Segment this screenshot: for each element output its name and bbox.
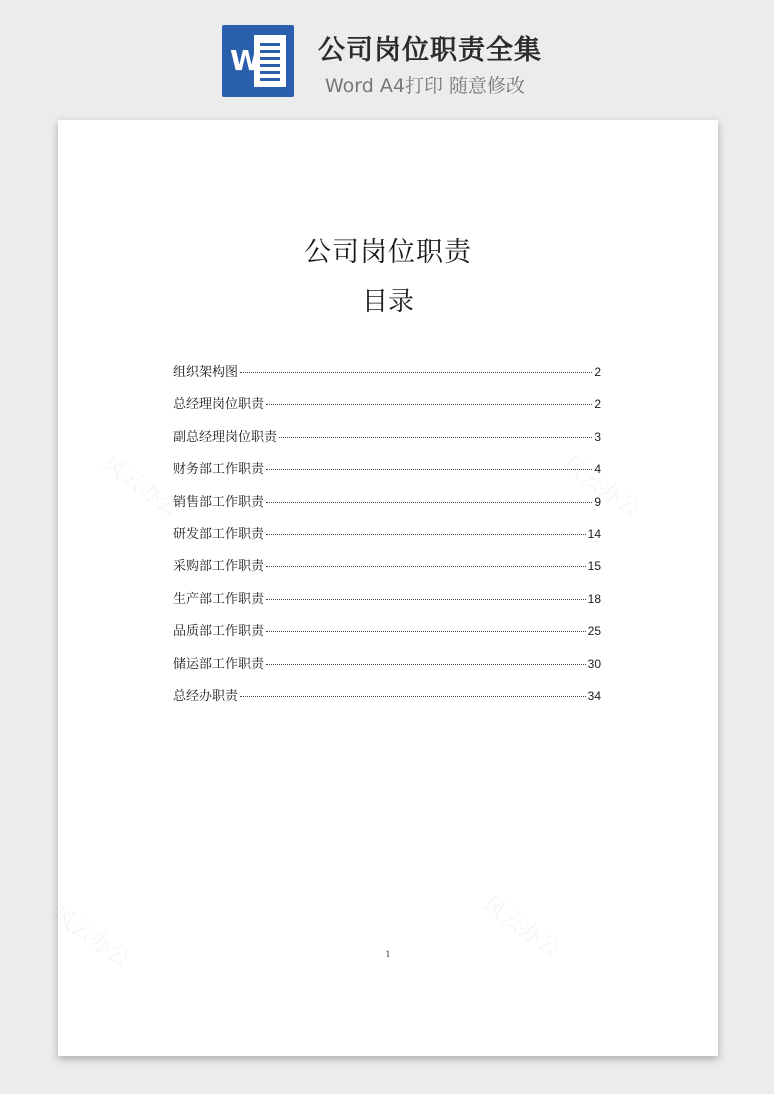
toc-leader: [266, 664, 586, 665]
toc-entry-label: 储运部工作职责: [173, 656, 265, 672]
toc-entry[interactable]: [173, 393, 601, 425]
toc-leader: [266, 631, 586, 632]
toc-entry[interactable]: [173, 685, 601, 717]
toc-entry-page: 9: [594, 494, 601, 509]
toc-leader: [266, 599, 586, 600]
toc-entry-page: 2: [594, 365, 601, 379]
toc-entry[interactable]: [173, 458, 601, 490]
toc-leader: [240, 696, 586, 697]
toc-entry-page: 30: [587, 656, 601, 671]
toc-entry-page: 2: [594, 397, 601, 412]
document-title: 公司岗位职责: [304, 237, 472, 268]
word-icon-letter: W: [230, 44, 261, 77]
toc-leader: [279, 437, 592, 438]
toc-entry-label: 总经理岗位职责: [173, 397, 265, 413]
toc-entry-label: 总经办职责: [173, 688, 239, 704]
toc-entry[interactable]: [173, 653, 601, 685]
toc-entry-page: 34: [587, 688, 601, 703]
toc-leader: [266, 404, 592, 405]
document-page: [58, 120, 718, 1056]
toc-entry[interactable]: [173, 555, 601, 587]
toc-entry-page: 3: [594, 429, 601, 444]
toc-entry[interactable]: [173, 491, 601, 523]
toc-leader: [266, 534, 586, 535]
toc-leader: [266, 566, 586, 567]
toc-entry[interactable]: [173, 588, 601, 620]
toc-entry-page: 15: [587, 559, 601, 574]
toc-entry-label: 组织架构图: [173, 365, 239, 380]
word-icon: [222, 25, 294, 97]
toc-entry[interactable]: [173, 361, 601, 393]
table-of-contents: [173, 361, 601, 717]
header: [0, 0, 774, 112]
toc-entry-page: 25: [587, 624, 601, 639]
toc-leader: [266, 469, 592, 470]
watermark: [47, 898, 137, 974]
toc-entry-label: 销售部工作职责: [173, 494, 265, 510]
toc-entry-label: 采购部工作职责: [173, 559, 265, 575]
toc-entry-label: 生产部工作职责: [173, 591, 265, 607]
toc-heading: 目录: [361, 287, 414, 317]
toc-entry-label: 品质部工作职责: [173, 624, 265, 640]
toc-entry-label: 研发部工作职责: [173, 526, 265, 542]
toc-entry-label: 财务部工作职责: [173, 462, 265, 478]
page-number: 1: [385, 950, 391, 959]
toc-entry-page: 14: [587, 526, 601, 541]
toc-entry[interactable]: [173, 426, 601, 458]
toc-leader: [266, 502, 592, 503]
toc-entry[interactable]: [173, 620, 601, 652]
toc-entry-page: 4: [594, 462, 601, 477]
page-subtitle: Word A4打印 随意修改: [325, 75, 526, 97]
page-title: 公司岗位职责全集: [318, 35, 542, 66]
toc-leader: [240, 372, 592, 373]
toc-entry[interactable]: [173, 523, 601, 555]
toc-entry-page: 18: [587, 591, 601, 606]
toc-entry-label: 副总经理岗位职责: [173, 429, 278, 445]
